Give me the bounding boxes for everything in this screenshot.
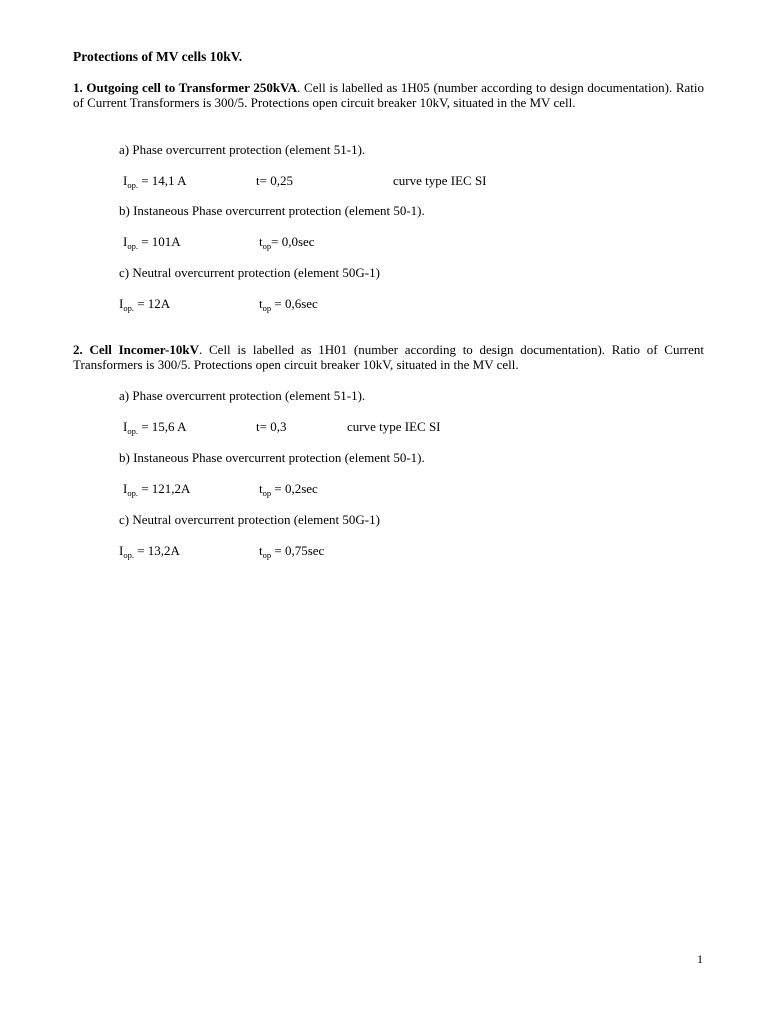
- section-2-item-c-current: $I_{op.} = 13,2A$: [119, 543, 180, 560]
- section-2-item-a-label: a) Phase overcurrent protection (element 51-1).: [119, 388, 366, 403]
- section-2-item-b-current: $I_{op.} = 121,2A$: [123, 481, 191, 498]
- section-2-item-a-curve: curve type IEC SI: [347, 419, 441, 434]
- section-1-body: . Cell is labelled as 1H05 (number according to design documentation). Ratio of Current Transformers is 300/5. Protections open circuit breaker 10kV, situated in the MV cell.: [73, 80, 704, 110]
- section-2-item-c-time: $t_{op} = 0,75\sec$: [259, 543, 325, 560]
- section-2-item-b-time: $t_{op} = 0,2\sec$: [259, 481, 318, 498]
- section-1-item-c-time: $t_{op} = 0,6\sec$: [259, 296, 318, 313]
- section-1-item-a-label: a) Phase overcurrent protection (element 51-1).: [119, 142, 366, 157]
- section-2-body: . Cell is labelled as 1H01 (number according to design documentation). Ratio of Current Transformers is 300/5. Protections open circuit breaker 10kV, situated in the MV cell.: [73, 342, 704, 372]
- section-2-item-c-label: c) Neutral overcurrent protection (element 50G-1): [119, 512, 380, 527]
- section-2-item-a-time: t= 0,3: [256, 419, 287, 434]
- section-2-item-a-current: $I_{op.} = 15,6$ A: [123, 419, 187, 436]
- document-title: Protections of MV cells 10kV.: [73, 49, 243, 64]
- section-1-item-a-current: $I_{op.} = 14,1$ A: [123, 173, 187, 190]
- section-1-item-b-label: b) Instaneous Phase overcurrent protection (element 50-1).: [119, 203, 425, 218]
- section-1-item-a-curve: curve type IEC SI: [393, 173, 487, 188]
- section-1-item-c-current: $I_{op.} = 12A$: [119, 296, 171, 313]
- section-1-item-b-current: $I_{op.} = 101A$: [123, 234, 181, 251]
- section-2-item-b-label: b) Instaneous Phase overcurrent protection (element 50-1).: [119, 450, 425, 465]
- section-1-heading: 1. Outgoing cell to Transformer 250kVA: [73, 80, 298, 95]
- page-number: 1: [697, 952, 703, 966]
- section-2-paragraph: [73, 342, 704, 372]
- section-1-paragraph: [73, 80, 704, 110]
- section-1-item-a-time: t= 0,25: [256, 173, 293, 188]
- section-1-item-c-label: c) Neutral overcurrent protection (element 50G-1): [119, 265, 380, 280]
- section-2-heading: 2. Cell Incomer-10kV: [73, 342, 200, 357]
- section-1-item-b-time: $t_{op}= 0,0\sec$: [259, 234, 315, 251]
